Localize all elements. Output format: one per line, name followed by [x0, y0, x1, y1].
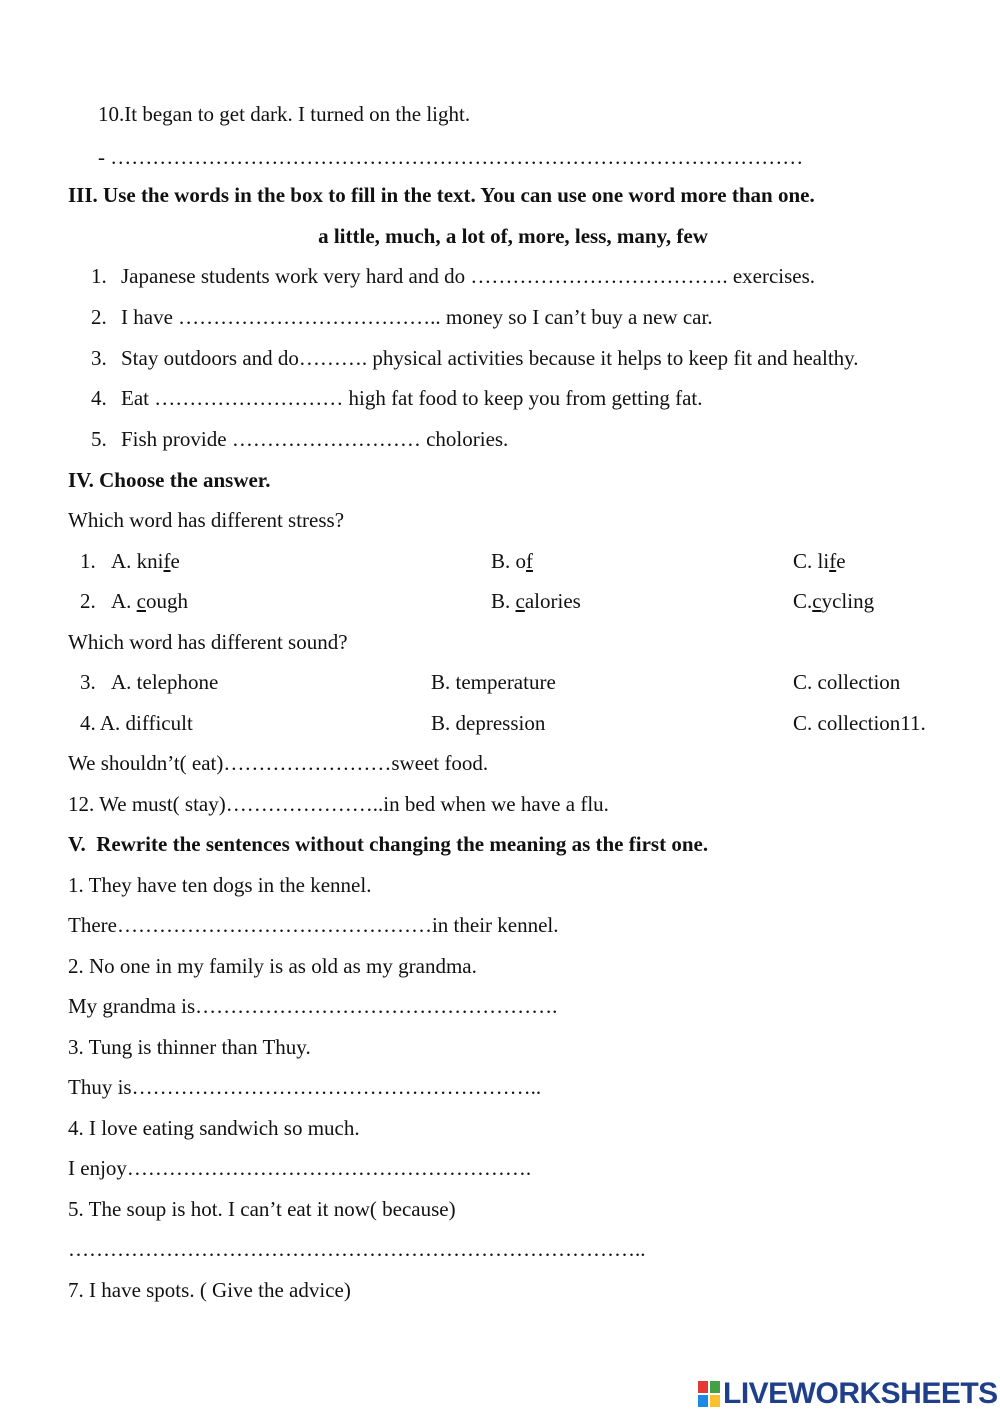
- s5-a3[interactable]: Thuy is…………………………………………………..: [68, 1075, 542, 1099]
- stress-prompt: Which word has different stress?: [68, 508, 345, 532]
- q2-a-post: ough: [146, 589, 188, 613]
- q3-option-c[interactable]: C. collection: [793, 670, 901, 694]
- q1-a-pre: A. kni: [111, 549, 164, 573]
- liveworksheets-wordmark: LIVEWORKSHEETS: [723, 1377, 998, 1410]
- question-11: We shouldn’t( eat)……………………sweet food.: [68, 751, 489, 775]
- answer-line-10[interactable]: - ………………………………………………………………………………………: [98, 145, 804, 169]
- s3-item-4-text: Eat ……………………… high fat food to keep you from getting fat.: [121, 386, 703, 410]
- q4-option-b[interactable]: B. depression: [431, 711, 546, 735]
- liveworksheets-icon: [698, 1381, 720, 1407]
- s5-a4[interactable]: I enjoy………………………………………………….: [68, 1156, 532, 1180]
- s5-a2[interactable]: My grandma is…………………………………………….: [68, 994, 558, 1018]
- s5-q3: 3. Tung is thinner than Thuy.: [68, 1035, 311, 1059]
- q1-c-post: e: [836, 549, 846, 573]
- q2-c-pre: C.: [793, 589, 813, 613]
- q1-option-c[interactable]: [793, 549, 846, 573]
- s3-item-3-num: 3.: [91, 346, 107, 370]
- q2-c-post: ycling: [821, 589, 875, 613]
- q1-option-b[interactable]: [491, 549, 533, 573]
- q1-option-a[interactable]: [111, 549, 180, 573]
- section-4-heading: IV. Choose the answer.: [68, 468, 271, 492]
- q2-c-underlined: c: [812, 589, 822, 613]
- q3-option-b[interactable]: B. temperature: [431, 670, 556, 694]
- q1-a-post: e: [170, 549, 180, 573]
- q1-num: 1.: [80, 549, 96, 573]
- q2-b-underlined: c: [515, 589, 525, 613]
- s5-a5[interactable]: ………………………………………………………………………..: [68, 1237, 646, 1261]
- word-box: a little, much, a lot of, more, less, many, few: [318, 224, 708, 248]
- s5-q2: 2. No one in my family is as old as my grandma.: [68, 954, 477, 978]
- q1-a-underlined: f: [163, 549, 171, 573]
- s3-item-3-text: Stay outdoors and do………. physical activities because it helps to keep fit and healthy.: [121, 346, 859, 370]
- section-3-instruction: . Use the words in the box to fill in the text. You can use one word more than one.: [92, 183, 815, 207]
- q3-num: 3.: [80, 670, 96, 694]
- s3-item-5-num: 5.: [91, 427, 107, 451]
- s3-item-1-text: Japanese students work very hard and do ………………………………. exercises.: [121, 264, 816, 288]
- q1-c-underlined: f: [829, 549, 837, 573]
- s3-item-2-num: 2.: [91, 305, 107, 329]
- s3-item-4-num: 4.: [91, 386, 107, 410]
- q1-c-pre: C. li: [793, 549, 830, 573]
- section-3-number: III: [68, 183, 93, 207]
- q2-b-post: alories: [524, 589, 581, 613]
- question-10: 10.It began to get dark. I turned on the light.: [98, 102, 471, 126]
- liveworksheets-logo: [698, 1378, 998, 1410]
- q2-num: 2.: [80, 589, 96, 613]
- q1-b-underlined: f: [526, 549, 534, 573]
- s3-item-5-text: Fish provide ……………………… cholories.: [121, 427, 509, 451]
- q2-option-a[interactable]: [111, 589, 188, 613]
- q3-option-a[interactable]: A. telephone: [111, 670, 219, 694]
- s5-q7: 7. I have spots. ( Give the advice): [68, 1278, 351, 1302]
- sound-prompt: Which word has different sound?: [68, 630, 348, 654]
- q2-b-pre: B.: [491, 589, 516, 613]
- q2-a-underlined: c: [136, 589, 146, 613]
- s5-q5: 5. The soup is hot. I can’t eat it now( because): [68, 1197, 456, 1221]
- section-3-heading: [68, 183, 815, 207]
- q2-option-c[interactable]: [793, 589, 874, 613]
- s5-q1: 1. They have ten dogs in the kennel.: [68, 873, 372, 897]
- s5-a1[interactable]: There………………………………………in their kennel.: [68, 913, 559, 937]
- q4-option-a[interactable]: 4. A. difficult: [80, 711, 193, 735]
- q4-option-c[interactable]: C. collection11.: [793, 711, 926, 735]
- question-12: 12. We must( stay)…………………..in bed when we have a flu.: [68, 792, 609, 816]
- q2-a-pre: A.: [111, 589, 137, 613]
- section-5-heading: V. Rewrite the sentences without changing the meaning as the first one.: [68, 832, 709, 856]
- s3-item-2-text: I have ……………………………….. money so I can’t buy a new car.: [121, 305, 713, 329]
- q1-b-pre: B. o: [491, 549, 527, 573]
- s5-q4: 4. I love eating sandwich so much.: [68, 1116, 360, 1140]
- s3-item-1-num: 1.: [91, 264, 107, 288]
- q2-option-b[interactable]: [491, 589, 581, 613]
